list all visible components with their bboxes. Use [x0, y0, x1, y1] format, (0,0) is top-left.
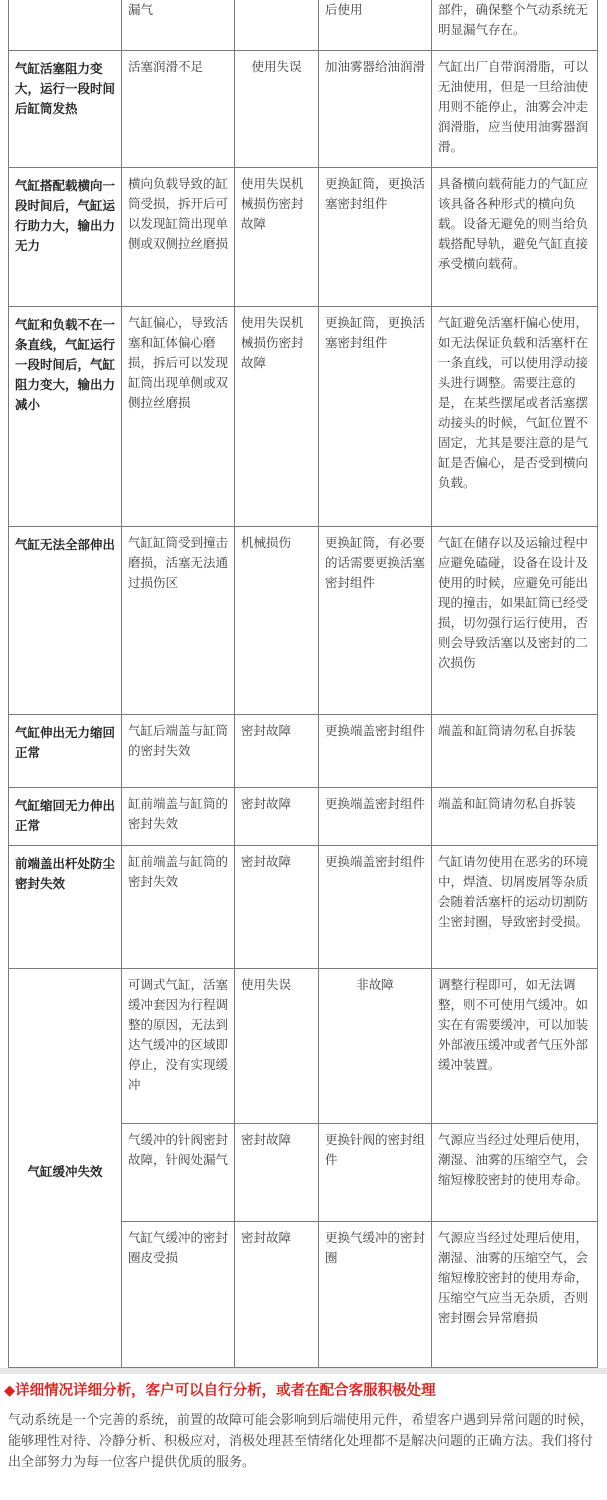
- type-cell: 使用失误: [235, 50, 319, 167]
- note-heading: ◆详细情况详细分析，客户可以自行分析，或者在配合客服积极处理: [4, 1383, 436, 1399]
- solution-cell: 非故障: [319, 968, 432, 1123]
- cause-cell: 气缸缸筒受到撞击磨损，活塞无法通过损伤区: [122, 526, 235, 714]
- fault-cell: 气缸搭配载横向一段时间后，气缸运行助力大，输出力无力: [9, 167, 122, 306]
- fault-cell: 气缸无法全部伸出: [9, 526, 122, 714]
- table-row: [9, 50, 598, 167]
- type-cell: 使用失误机械损伤密封故障: [235, 167, 319, 306]
- fault-cell: 气缸伸出无力缩回正常: [9, 714, 122, 787]
- type-cell: 密封故障: [235, 1123, 319, 1221]
- table-row: [9, 787, 598, 845]
- advice-cell: 具备横向载荷能力的气缸应该具备各种形式的横向负载。设备无避免的则当给负载搭配导轨，避免气缸直接承受横向载荷。: [432, 167, 598, 306]
- type-cell: 使用失误: [235, 968, 319, 1123]
- advice-cell: 气缸出厂自带润滑脂，可以无油使用，但是一旦给油使用则不能停止，油雾会冲走润滑脂，应当使用油雾器润滑。: [432, 50, 598, 167]
- solution-cell: 更换气缓冲的密封圈: [319, 1221, 432, 1367]
- cause-cell: 漏气: [122, 0, 235, 50]
- advice-cell: 端盖和缸筒请勿私自拆装: [432, 714, 598, 787]
- fault-cell: [9, 0, 122, 50]
- solution-cell: 更换缸筒，有必要的话需要更换活塞密封组件: [319, 526, 432, 714]
- cause-cell: 气缸气缓冲的密封圈皮受损: [122, 1221, 235, 1367]
- fault-cell: 气缸活塞阻力变大，运行一段时间后缸筒发热: [9, 50, 122, 167]
- advice-cell: 气源应当经过处理后使用，潮湿、油雾的压缩空气，会缩短橡胶密封的使用寿命。: [432, 1123, 598, 1221]
- type-cell: 密封故障: [235, 1221, 319, 1367]
- type-cell: [235, 0, 319, 50]
- cause-cell: 气缓冲的针阀密封故障，针阀处漏气: [122, 1123, 235, 1221]
- table-row: [9, 714, 598, 787]
- advice-cell: 部件，确保整个气动系统无明显漏气存在。: [432, 0, 598, 50]
- cause-cell: 横向负载导致的缸筒受损，拆开后可以发现缸筒出现单侧或双侧拉丝磨损: [122, 167, 235, 306]
- solution-cell: 更换缸筒，更换活塞密封组件: [319, 306, 432, 526]
- table-row: [9, 167, 598, 306]
- cause-cell: 气缸后端盖与缸筒的密封失效: [122, 714, 235, 787]
- advice-cell: 气缸在储存以及运输过程中应避免磕碰，设备在设计及使用的时候，应避免可能出现的撞击，如果缸筒已经受损，切勿强行运行使用，否则会导致活塞以及密封的二次损伤: [432, 526, 598, 714]
- solution-cell: 后使用: [319, 0, 432, 50]
- cause-cell: 可调式气缸，活塞缓冲套因为行程调整的原因，无法到达气缓冲的区域即停止，没有实现缓冲: [122, 968, 235, 1123]
- cause-cell: 活塞润滑不足: [122, 50, 235, 167]
- table-row: [9, 845, 598, 968]
- table-row: [9, 526, 598, 714]
- solution-cell: 更换端盖密封组件: [319, 845, 432, 968]
- advice-cell: 调整行程即可，如无法调整，则不可使用气缓冲。如实在有需要缓冲，可以加装外部液压缓冲或者气压外部缓冲装置。: [432, 968, 598, 1123]
- note-paragraph: 气动系统是一个完善的系统，前置的故障可能会影响到后端使用元件，希望客户遇到异常问题的时候，能够理性对待、冷静分析、积极应对，消极处理甚至情绪化处理都不是解决问题的正确方法。我们将付出全部努力为每一位客户提供优质的服务。: [8, 1413, 594, 1470]
- solution-cell: 更换端盖密封组件: [319, 787, 432, 845]
- solution-cell: 加油雾器给油润滑: [319, 50, 432, 167]
- fault-table-container: [8, 0, 597, 1368]
- solution-cell: 更换端盖密封组件: [319, 714, 432, 787]
- type-cell: 密封故障: [235, 787, 319, 845]
- solution-cell: 更换缸筒，更换活塞密封组件: [319, 167, 432, 306]
- table-row: [9, 0, 598, 50]
- type-cell: 机械损伤: [235, 526, 319, 714]
- advice-cell: 气缸请勿使用在恶劣的环境中，焊渣、切屑废屑等杂质会随着活塞杆的运动切割防尘密封圈，导致密封受损。: [432, 845, 598, 968]
- table-row: [9, 306, 598, 526]
- type-cell: 使用失误机械损伤密封故障: [235, 306, 319, 526]
- solution-cell: 更换针阀的密封组件: [319, 1123, 432, 1221]
- cause-cell: 气缸偏心，导致活塞和缸体偏心磨损，拆后可以发现缸筒出现单侧或双侧拉丝磨损: [122, 306, 235, 526]
- advice-cell: 气源应当经过处理后使用，潮湿、油雾的压缩空气，会缩短橡胶密封的使用寿命，压缩空气应当无杂质，否则密封圈会异常磨损: [432, 1221, 598, 1367]
- fault-cell: 气缸缓冲失效: [9, 968, 122, 1367]
- fault-cell: 气缸和负载不在一条直线，气缸运行一段时间后，气缸阻力变大，输出力减小: [9, 306, 122, 526]
- advice-cell: 气缸避免活塞杆偏心使用，如无法保证负载和活塞杆在一条直线，可以使用浮动接头进行调整。需要注意的是，在某些摆尾或者活塞摆动接头的时候，气缸位置不固定，尤其是要注意的是气缸是否偏心，是否受到横向负载。: [432, 306, 598, 526]
- table-row: [9, 968, 598, 1123]
- fault-table: [8, 0, 598, 1368]
- type-cell: 密封故障: [235, 845, 319, 968]
- cause-cell: 缸前端盖与缸筒的密封失效: [122, 787, 235, 845]
- section-divider: [0, 1368, 607, 1374]
- type-cell: 密封故障: [235, 714, 319, 787]
- advice-cell: 端盖和缸筒请勿私自拆装: [432, 787, 598, 845]
- fault-cell: 前端盖出杆处防尘密封失效: [9, 845, 122, 968]
- cause-cell: 缸前端盖与缸筒的密封失效: [122, 845, 235, 968]
- fault-cell: 气缸缩回无力伸出正常: [9, 787, 122, 845]
